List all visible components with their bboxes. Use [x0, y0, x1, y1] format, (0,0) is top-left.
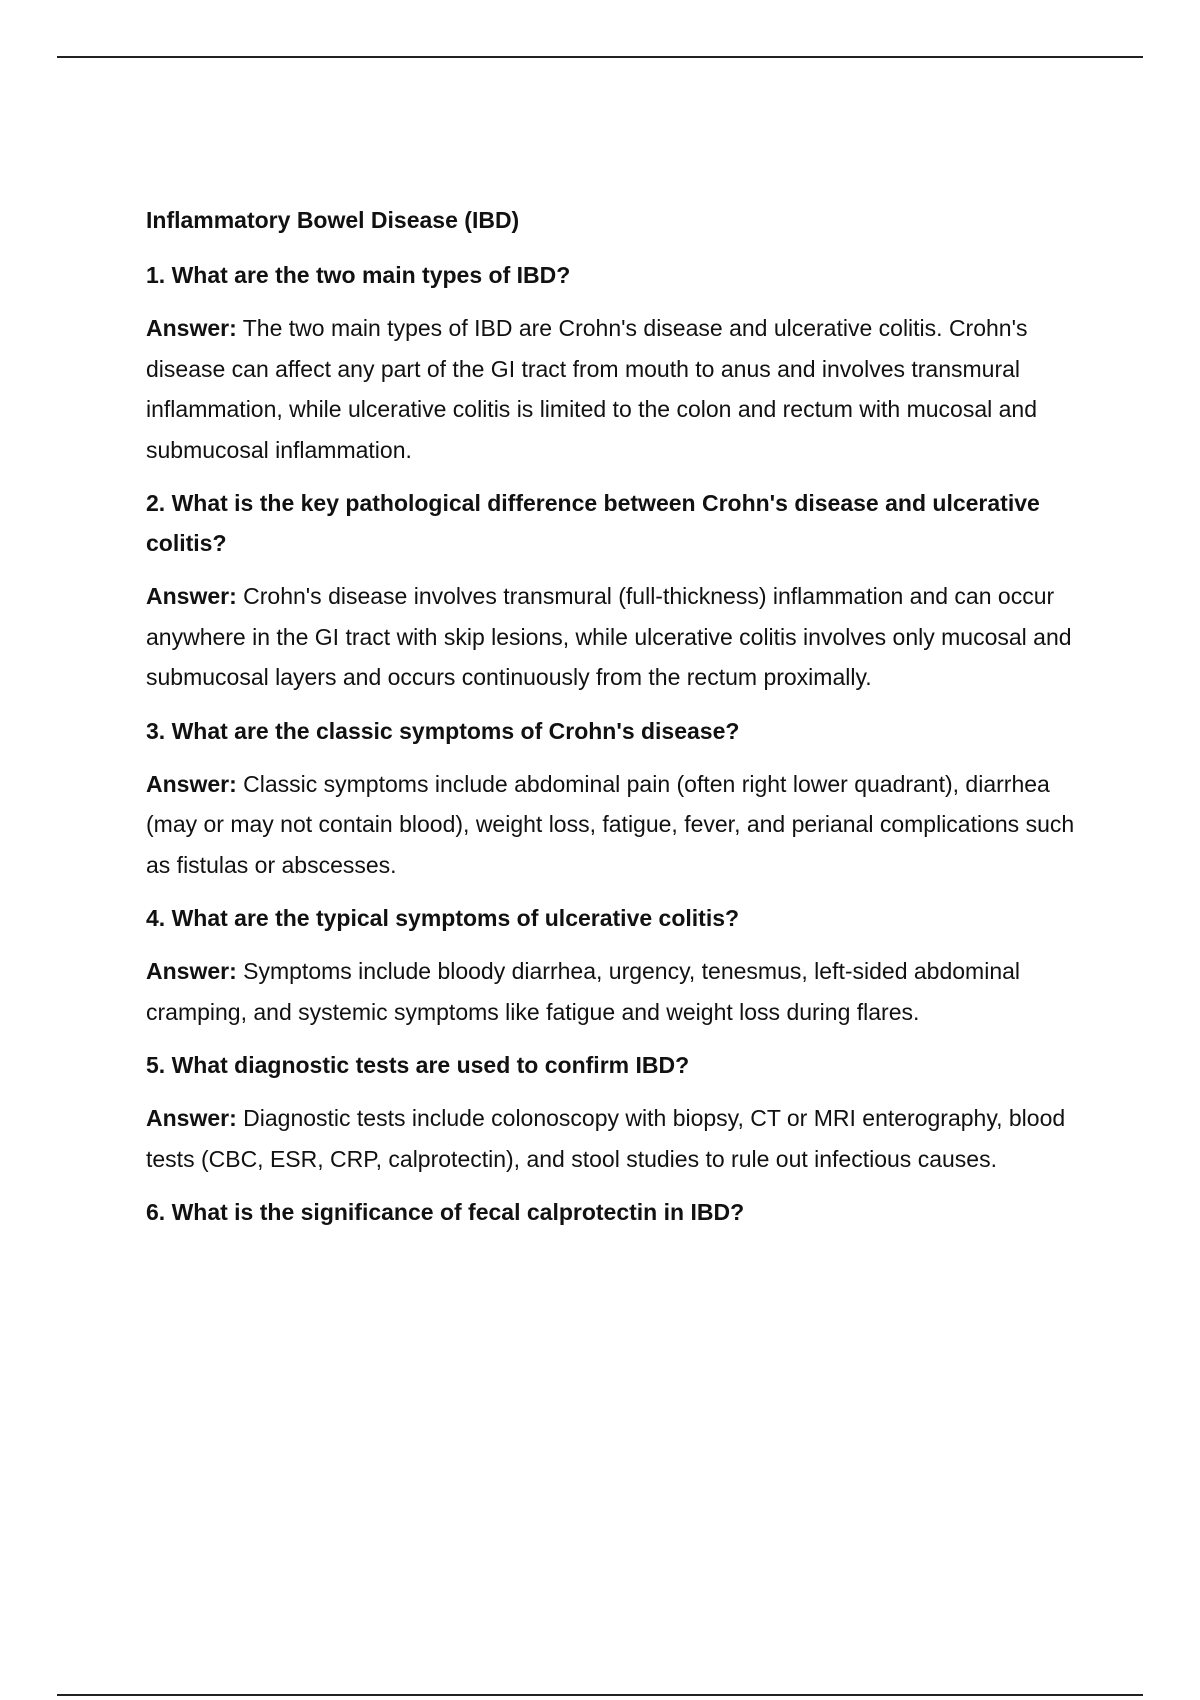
answer-text: Crohn's disease involves transmural (full-thickness) inflammation and can occur anywhere in the GI tract with skip lesions, while ulcerative colitis involves only mucosal and submucosal layers and occurs continuously from the rectum proximally. [146, 583, 1072, 690]
answer-1 [146, 308, 1096, 470]
answer-text: Symptoms include bloody diarrhea, urgency, tenesmus, left-sided abdominal cramping, and systemic symptoms like fatigue and weight loss during flares. [146, 958, 1021, 1025]
question-5: 5. What diagnostic tests are used to confirm IBD? [146, 1052, 690, 1078]
answer-label: Answer: [146, 958, 237, 984]
answer-4 [146, 951, 1096, 1032]
answer-label: Answer: [146, 770, 237, 797]
answer-text: The two main types of IBD are Crohn's disease and ulcerative colitis. Crohn's disease can affect any part of the GI tract from mouth to anus and involves transmural inflammation, while ulcerative colitis is limited to the colon and rectum with mucosal and submucosal inflammation. [146, 315, 1038, 463]
answer-5 [146, 1098, 1096, 1179]
document-title: Inflammatory Bowel Disease (IBD) [146, 207, 520, 233]
answer-3 [146, 764, 1096, 886]
document-body [146, 200, 1096, 1245]
answer-label: Answer: [146, 583, 237, 609]
answer-text: Diagnostic tests include colonoscopy with biopsy, CT or MRI enterography, blood tests (CBC, ESR, CRP, calprotectin), and stool studies to rule out infectious causes. [146, 1105, 1066, 1172]
footer-rule [57, 1694, 1143, 1696]
answer-text: Classic symptoms include abdominal pain (often right lower quadrant), diarrhea (may or may not contain blood), weight loss, fatigue, fever, and perianal complications such as fistulas or abscesses. [146, 770, 1075, 878]
answer-2 [146, 576, 1096, 698]
question-6: 6. What is the significance of fecal calprotectin in IBD? [146, 1199, 745, 1225]
question-4: 4. What are the typical symptoms of ulcerative colitis? [146, 905, 740, 931]
answer-label: Answer: [146, 315, 237, 341]
answer-label: Answer: [146, 1105, 237, 1131]
header-rule [57, 56, 1143, 58]
question-3: 3. What are the classic symptoms of Crohn's disease? [146, 717, 740, 744]
question-2: 2. What is the key pathological difference between Crohn's disease and ulcerative colitis? [146, 490, 1040, 556]
question-1: 1. What are the two main types of IBD? [146, 262, 571, 288]
